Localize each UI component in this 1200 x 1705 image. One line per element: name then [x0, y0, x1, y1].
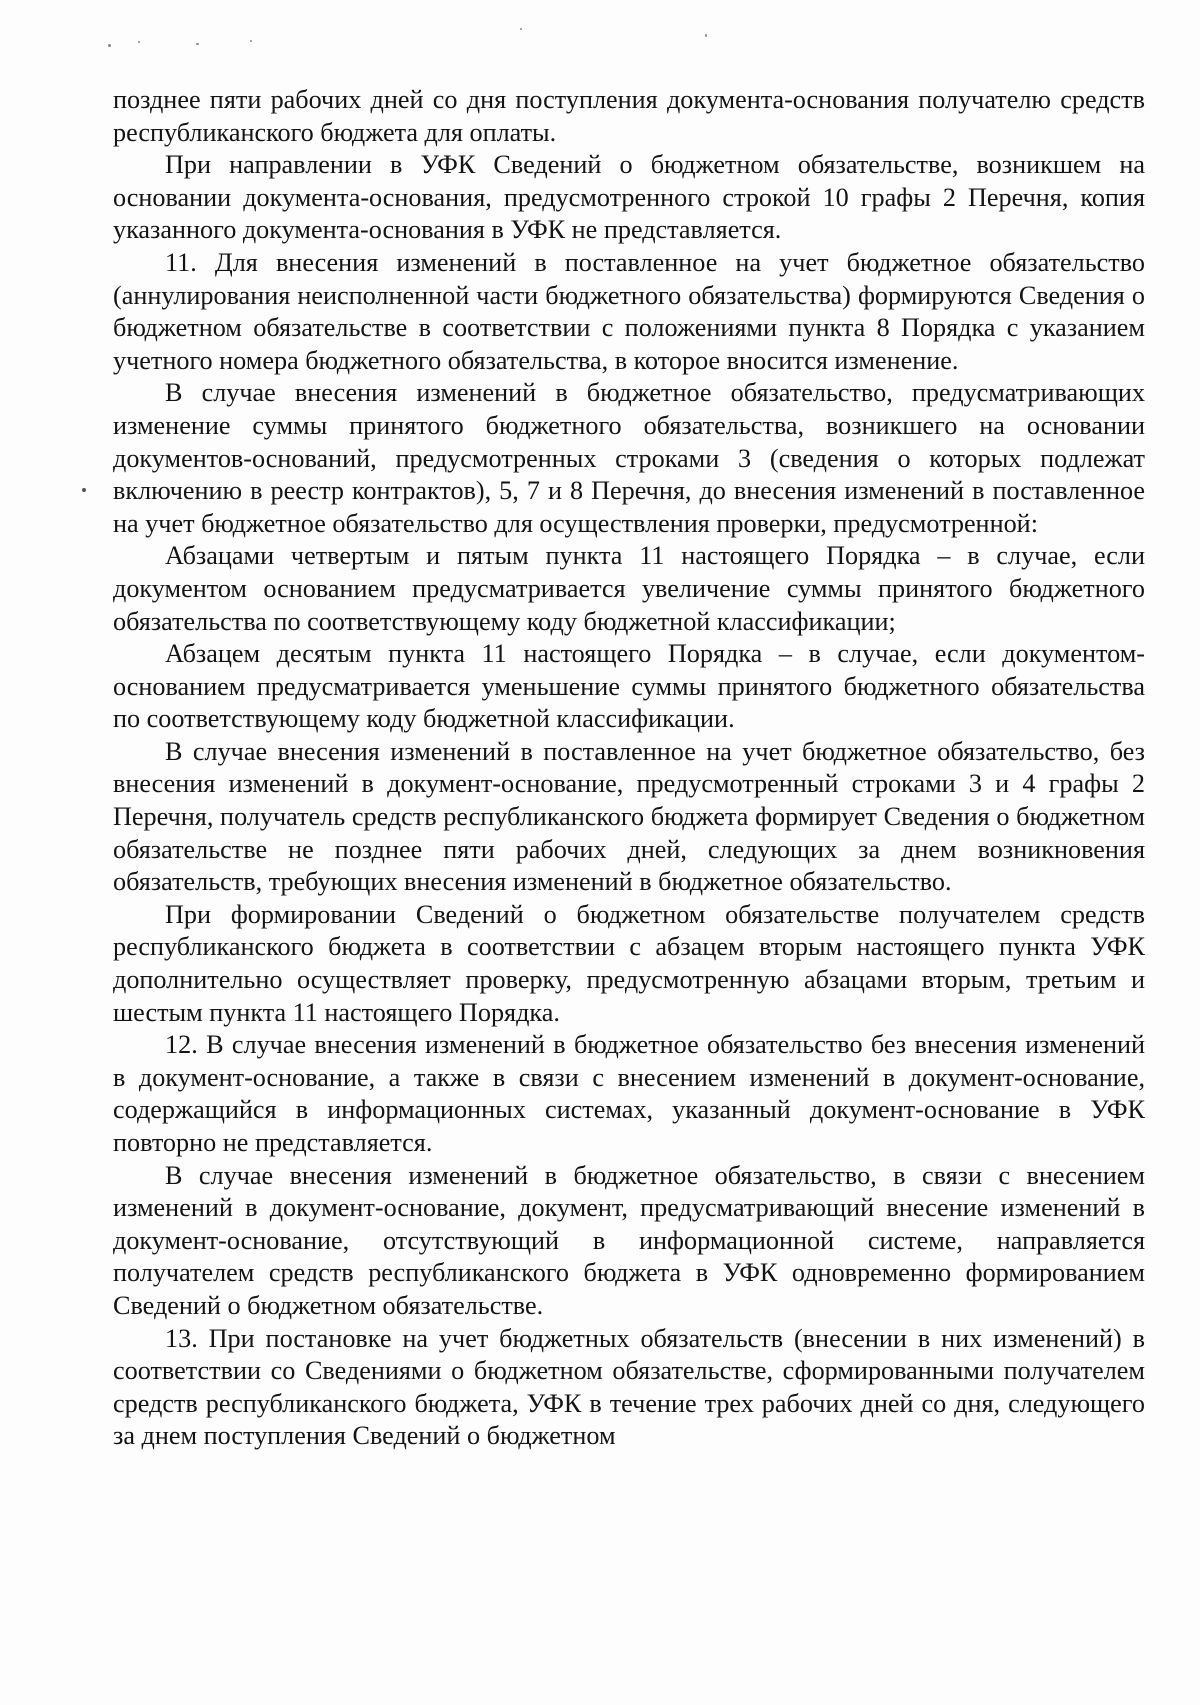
paragraph: В случае внесения изменений в бюджетное обязательство, предусматривающих изменение суммы принятого бюджетного обязательства, возникшего на основании документов-оснований, предусмотренных строками 3 (сведения о которых подлежат включению в реестр контрактов), 5, 7 и 8 Перечня, до внесения изменений в поставленное на учет бюджетное обязательство для осуществления проверки, предусмотренной: [113, 378, 1145, 538]
paragraph-item-12: 12. В случае внесения изменений в бюджетное обязательство без внесения изменений в документ-основание, а также в связи с внесением изменений в документ-основание, содержащийся в информационных системах, указанный документ-основание в УФК повторно не представляется. [113, 1030, 1145, 1157]
paragraph: При формировании Сведений о бюджетном обязательстве получателем средств республиканского бюджета в соответствии с абзацем вторым настоящего пункта УФК дополнительно осуществляет проверку, предусмотренную абзацами вторым, третьим и шестым пункта 11 настоящего Порядка. [113, 899, 1145, 1027]
scan-speck [138, 41, 140, 43]
paragraph: Абзацами четвертым и пятым пункта 11 настоящего Порядка – в случае, если документом основанием предусматривается увеличение суммы принятого бюджетного обязательства по соответствующему коду бюджетной классификации; [113, 541, 1145, 636]
paragraph-item-13: 13. При постановке на учет бюджетных обязательств (внесении в них изменений) в соответствии со Сведениями о бюджетном обязательстве, сформированными получателем средств республиканского бюджета, УФК в течение трех рабочих дней со дня, следующего за днем поступления Сведений о бюджетном [113, 1323, 1145, 1451]
paragraph: Абзацем десятым пункта 11 настоящего Порядка – в случае, если документом-основанием предусматривается уменьшение суммы принятого бюджетного обязательства по соответствующему коду бюджетной классификации. [113, 639, 1145, 734]
document-text [113, 84, 1145, 1453]
paragraph: В случае внесения изменений в поставленное на учет бюджетное обязательство, без внесения изменений в документ-основание, предусмотренный строками 3 и 4 графы 2 Перечня, получатель средств республиканского бюджета формирует Сведения о бюджетном обязательстве не позднее пяти рабочих дней, следующих за днем возникновения обязательств, требующих внесения изменений в бюджетное обязательство. [113, 736, 1145, 897]
scan-speck [250, 40, 252, 42]
scan-speck [196, 43, 199, 45]
scan-speck [108, 44, 111, 47]
scan-speck [520, 28, 522, 30]
paragraph-item-11: 11. Для внесения изменений в поставленное на учет бюджетное обязательство (аннулирования неисполненной части бюджетного обязательства) формируются Сведения о бюджетном обязательстве в соответствии с положениями пункта 8 Порядка с указанием учетного номера бюджетного обязательства, в которое вносится изменение. [113, 247, 1145, 375]
scan-speck [82, 488, 86, 492]
paragraph: При направлении в УФК Сведений о бюджетном обязательстве, возникшем на основании документа-основания, предусмотренного строкой 10 графы 2 Перечня, копия указанного документа-основания в УФК не представляется. [113, 150, 1145, 245]
scan-speck [705, 34, 707, 37]
paragraph-continuation: позднее пяти рабочих дней со дня поступления документа-основания получателю средств республиканского бюджета для оплаты. [113, 85, 1145, 147]
paragraph: В случае внесения изменений в бюджетное обязательство, в связи с внесением изменений в документ-основание, документ, предусматривающий внесение изменений в документ-основание, отсутствующий в информационной системе, направляется получателем средств республиканского бюджета в УФК одновременно формированием Сведений о бюджетном обязательстве. [113, 1160, 1145, 1320]
